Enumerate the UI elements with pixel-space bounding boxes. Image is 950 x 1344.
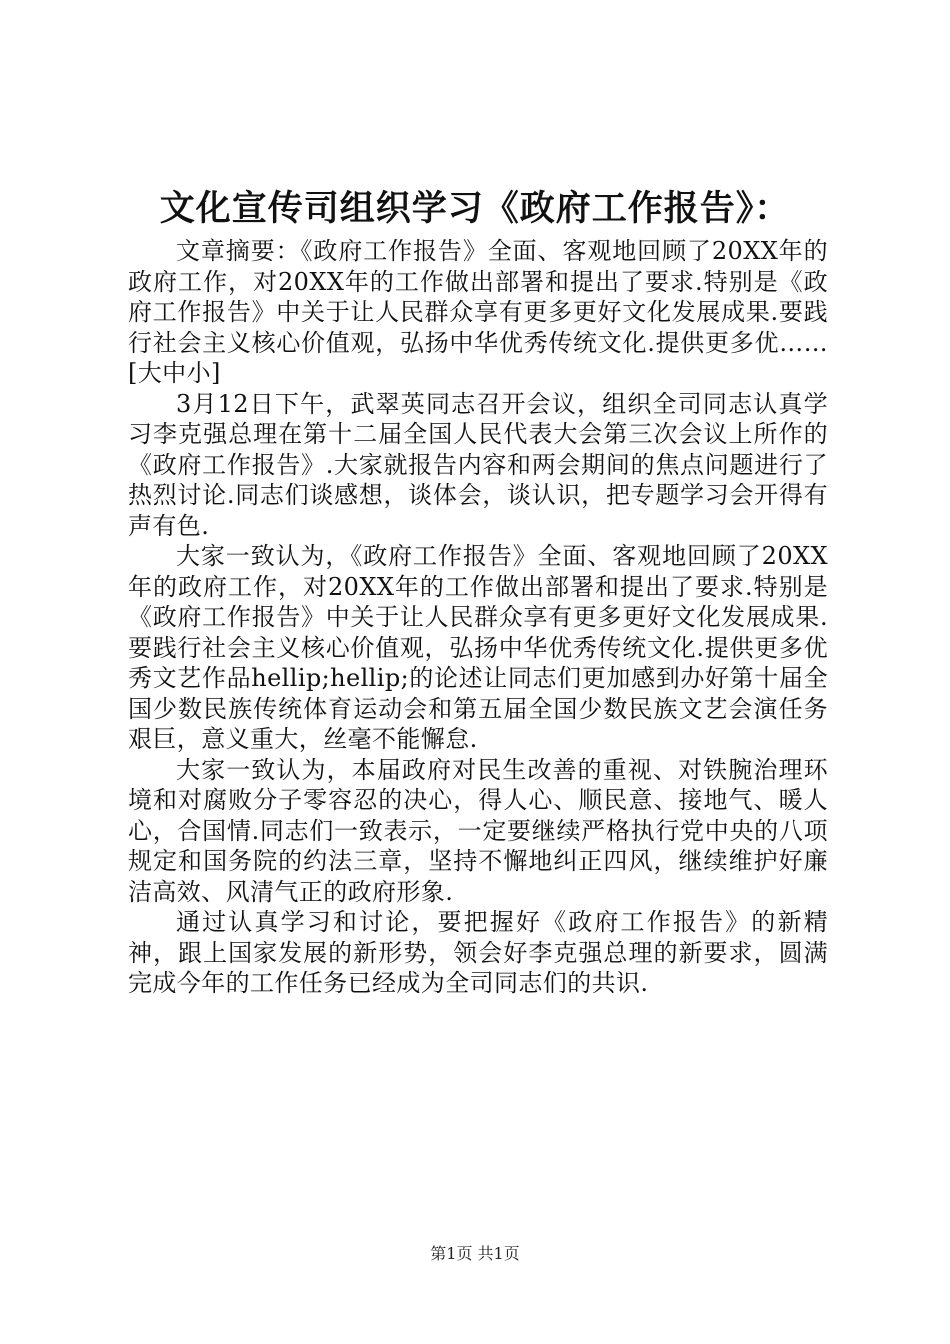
paragraph-consensus-report: 大家一致认为，《政府工作报告》全面、客观地回顾了20XX年的政府工作，对20XX年的工作做出部署和提出了要求.特别是《政府工作报告》中关于让人民群众享有更多更好文化发展成果.要践行社会主义核心价值观，弘扬中华优秀传统文化.提供更多优秀文艺作品hellip;hellip;的论述让同志们更加感到办好第十届全国少数民族传统体育运动会和第五届全国少数民族文艺会演任务艰巨，意义重大，丝毫不能懈怠.: [128, 542, 828, 753]
paragraph-abstract: 文章摘要：《政府工作报告》全面、客观地回顾了20XX年的政府工作，对20XX年的工作做出部署和提出了要求.特别是《政府工作报告》中关于让人民群众享有更多更好文化发展成果.要践行社会主义核心价值观，弘扬中华优秀传统文化.提供更多优……[大中小]: [128, 237, 828, 387]
paragraph-consensus-government: 大家一致认为，本届政府对民生改善的重视、对铁腕治理环境和对腐败分子零容忍的决心，得人心、顺民意、接地气、暖人心，合国情.同志们一致表示，一定要继续严格执行党中央的八项规定和国务院的约法三章，坚持不懈地纠正四风，继续维护好廉洁高效、风清气正的政府形象.: [128, 755, 828, 906]
paragraph-conclusion: 通过认真学习和讨论，要把握好《政府工作报告》的新精神，跟上国家发展的新形势，领会好李克强总理的新要求，圆满完成今年的工作任务已经成为全司同志们的共识.: [128, 908, 828, 997]
document-body: [128, 236, 828, 999]
document-title: 文化宣传司组织学习《政府工作报告》：: [159, 188, 791, 229]
paragraph-meeting: 3月12日下午，武翠英同志召开会议，组织全司同志认真学习李克强总理在第十二届全国人民代表大会第三次会议上所作的《政府工作报告》.大家就报告内容和两会期间的焦点问题进行了热烈讨论.同志们谈感想，谈体会，谈认识，把专题学习会开得有声有色.: [128, 389, 828, 540]
page-number-footer: 第1页 共1页: [430, 1244, 520, 1263]
